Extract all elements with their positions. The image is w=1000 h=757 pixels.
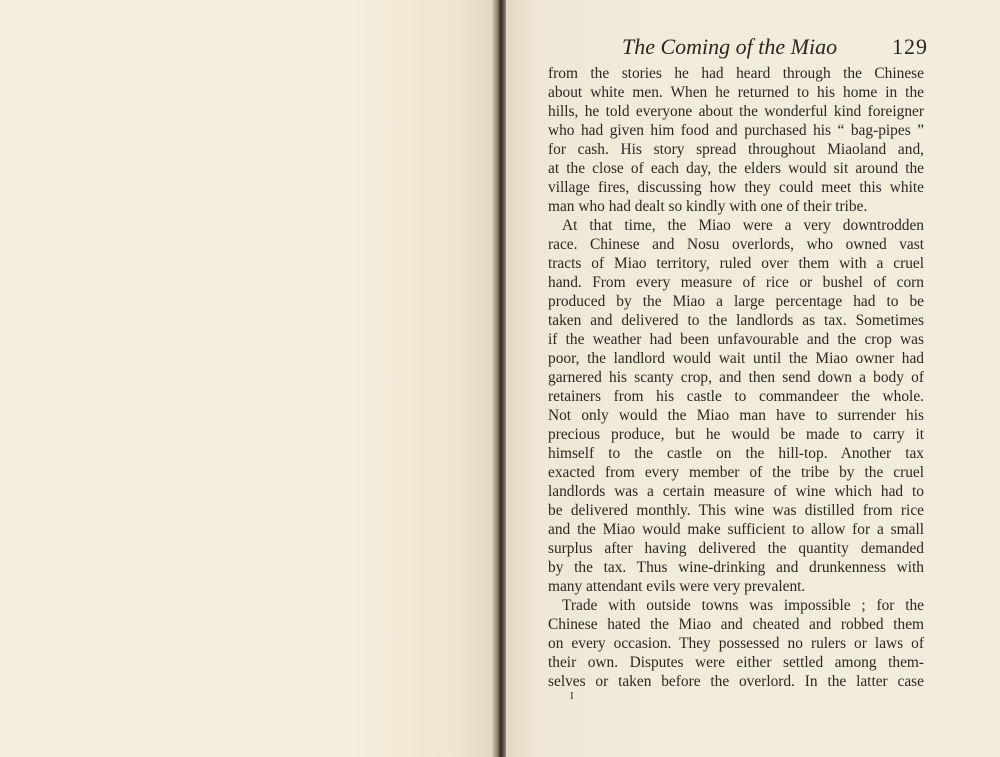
text-line: about white men. When he returned to his home in the bbox=[548, 84, 924, 101]
text-line: At that time, the Miao were a very downtrodden bbox=[562, 217, 924, 234]
text-line: precious produce, but he would be made to carry it bbox=[548, 426, 924, 443]
text-line: on every occasion. They possessed no rulers or laws of bbox=[548, 635, 924, 652]
text-line: at the close of each day, the elders would sit around the bbox=[548, 160, 924, 177]
text-line: for cash. His story spread throughout Miaoland and, bbox=[548, 141, 924, 158]
blank-left-page bbox=[0, 0, 496, 757]
text-line: hills, he told everyone about the wonderful kind foreigner bbox=[548, 103, 924, 120]
text-line: and the Miao would make sufficient to allow for a small bbox=[548, 521, 924, 538]
text-line: exacted from every member of the tribe by the cruel bbox=[548, 464, 924, 481]
text-line: Not only would the Miao man have to surrender his bbox=[548, 407, 924, 424]
signature-mark: I bbox=[570, 690, 574, 702]
text-line: village fires, discussing how they could meet this white bbox=[548, 179, 924, 196]
text-line: be delivered monthly. This wine was distilled from rice bbox=[548, 502, 924, 519]
text-line: landlords was a certain measure of wine which had to bbox=[548, 483, 924, 500]
text-line: garnered his scanty crop, and then send down a body of bbox=[548, 369, 924, 386]
text-line: retainers from his castle to commandeer the whole. bbox=[548, 388, 924, 405]
text-line: man who had dealt so kindly with one of their tribe. bbox=[548, 198, 868, 215]
text-line: race. Chinese and Nosu overlords, who owned vast bbox=[548, 236, 924, 253]
text-line: Trade with outside towns was impossible ; for the bbox=[562, 597, 924, 614]
text-line: tracts of Miao territory, ruled over them with a cruel bbox=[548, 255, 924, 272]
page-number: 129 bbox=[892, 34, 928, 59]
text-line: taken and delivered to the landlords as tax. Sometimes bbox=[548, 312, 924, 329]
text-line: their own. Disputes were either settled among them- bbox=[548, 654, 924, 671]
text-line: himself to the castle on the hill-top. Another tax bbox=[548, 445, 924, 462]
text-line: poor, the landlord would wait until the Miao owner had bbox=[548, 350, 924, 367]
text-line: Chinese hated the Miao and cheated and robbed them bbox=[548, 616, 924, 633]
text-line: many attendant evils were very prevalent. bbox=[548, 578, 806, 595]
text-line: produced by the Miao a large percentage had to be bbox=[548, 293, 924, 310]
text-line: selves or taken before the overlord. In the latter case bbox=[548, 673, 924, 690]
running-head bbox=[622, 34, 928, 60]
running-head-title: The Coming of the Miao bbox=[622, 34, 838, 59]
text-line: by the tax. Thus wine-drinking and drunkenness with bbox=[548, 559, 924, 576]
text-line: if the weather had been unfavourable and the crop was bbox=[548, 331, 924, 348]
text-line: surplus after having delivered the quantity demanded bbox=[548, 540, 924, 557]
body-text bbox=[548, 64, 924, 691]
text-line: hand. From every measure of rice or bushel of corn bbox=[548, 274, 924, 291]
text-line: who had given him food and purchased his “ bag-pipes ” bbox=[548, 122, 924, 139]
text-line: from the stories he had heard through the Chinese bbox=[548, 65, 924, 82]
